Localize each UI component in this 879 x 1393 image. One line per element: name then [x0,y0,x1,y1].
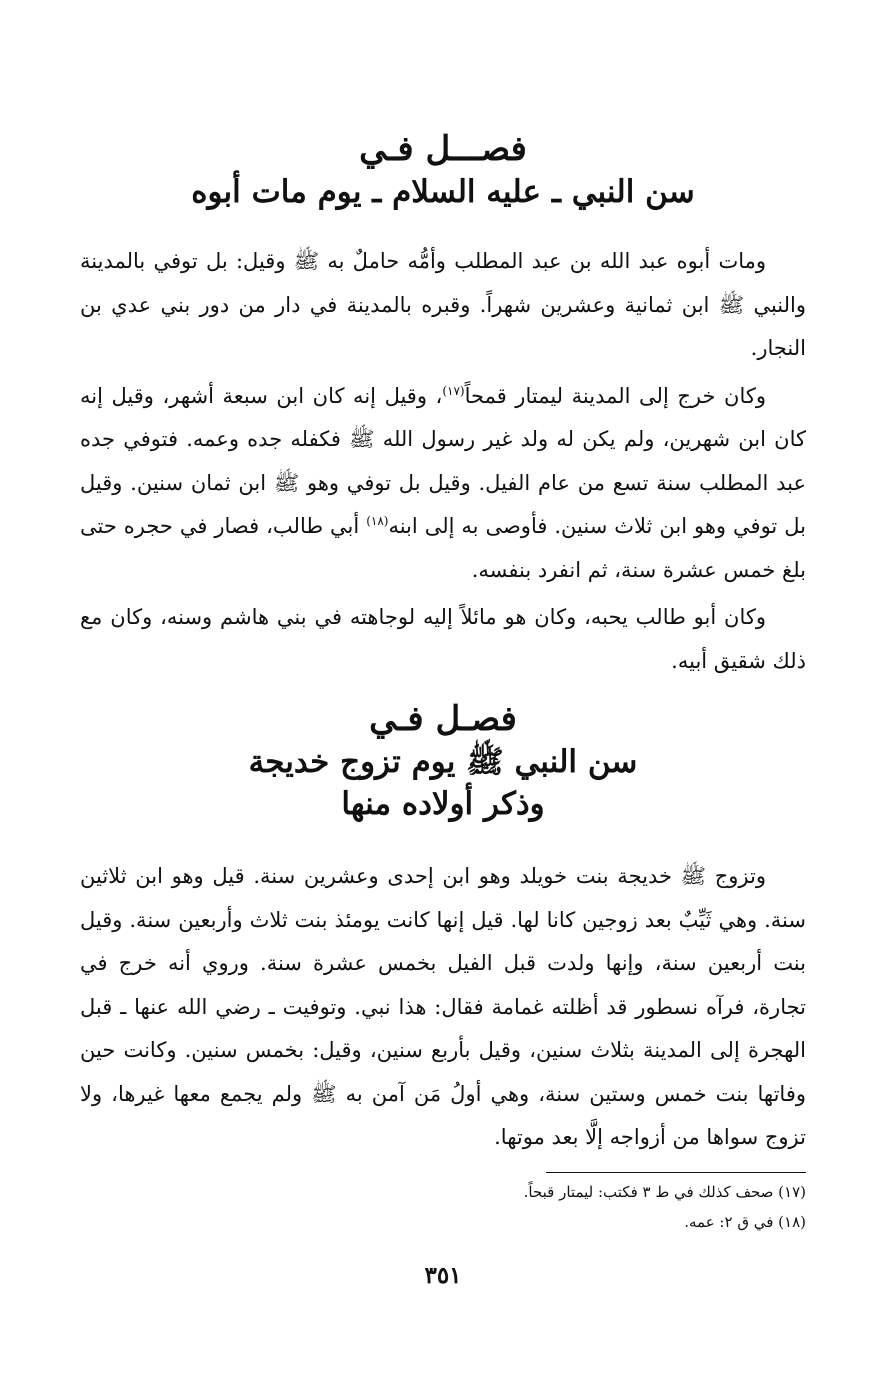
section1-paragraph-1 [80,240,806,371]
paragraph-text: وكان أبو طالب يحبه، وكان هو مائلاً إليه لوجاهته في بني هاشم وسنه، وكان مع ذلك شقيق أبيه. [80,605,806,673]
section1-subtitle: سن النبي ـ عليه السلام ـ يوم مات أبوه [191,174,695,211]
footnotes [80,1172,806,1237]
section1-paragraph-2 [80,375,806,593]
footnote-marker-18: (١٨) [366,514,389,528]
book-page [80,0,806,1393]
section1-paragraph-3 [80,596,806,683]
paragraph-text: ومات أبوه عبد الله بن عبد المطلب وأمُّه حاملٌ به ﷺ وقيل: بل توفي بالمدينة والنبي ﷺ ابن ثمانية وعشرين شهراً. وقبره بالمدينة في دار من دور بني عدي بن النجار. [80,249,806,360]
section1-body [80,240,806,687]
section2-heading [80,700,806,822]
section2-body [80,855,806,1164]
paragraph-text: وكان خرج إلى المدينة ليمتار قمحاً [464,383,766,408]
section2-subtitle-line2: وذكر أولاده منها [341,785,545,822]
section2-title: فصـل فـي [369,699,517,739]
section2-paragraph: وتزوج ﷺ خديجة بنت خويلد وهو ابن إحدى وعشرين سنة. قيل وهو ابن ثلاثين سنة. وهي ثَيِّبٌ بعد زوجين كانا لها. قيل إنها كانت يومئذ بنت ثلاث وأربعين سنة. وقيل بنت أربعين سنة، وإنها ولدت قبل الفيل بخمس عشرة سنة. وروي أنه خرج في تجارة، فرآه نسطور قد أظلته غمامة فقال: هذا نبي. وتوفيت ـ رضي الله عنها ـ قبل الهجرة إلى المدينة بثلاث سنين، وقيل بأربع سنين، وقيل: بخمس سنين. وكانت حين وفاتها بنت خمس وستين سنة، وهي أولُ مَن آمن به ﷺ ولم يجمع معها غيرها، ولا تزوج سواها من أزواجه إلَّا بعد موتها. [80,864,806,1149]
paragraph-text: أبي طالب، فصار في حجره حتى بلغ خمس عشرة سنة، ثم انفرد بنفسه. [80,514,806,582]
page-number: ٣٥١ [424,1262,462,1289]
footnote-17: (١٧) صحف كذلك في ط ٣ فكتب: ليمتار قبحاً. [523,1183,806,1201]
section1-title: فصـــل فـي [359,129,527,169]
footnote-18: (١٨) في ق ٢: عمه. [684,1213,806,1231]
paragraph-text: ، وقيل إنه كان ابن سبعة أشهر، وقيل إنه كان ابن شهرين، ولم يكن له ولد غير رسول الله ﷺ فكفله جده وعمه. فتوفي جده عبد المطلب سنة تسع من عام الفيل. وقيل بل توفي وهو ﷺ ابن ثمان سنين. وقيل بل توفي وهو ابن ثلاث سنين. فأوصى به إلى ابنه [80,383,806,538]
section1-heading [80,130,806,211]
footnote-marker-17: (١٧) [442,383,465,398]
footnote-separator [546,1172,806,1173]
section2-subtitle-line1: سن النبي ﷺ يوم تزوج خديجة [248,744,638,781]
